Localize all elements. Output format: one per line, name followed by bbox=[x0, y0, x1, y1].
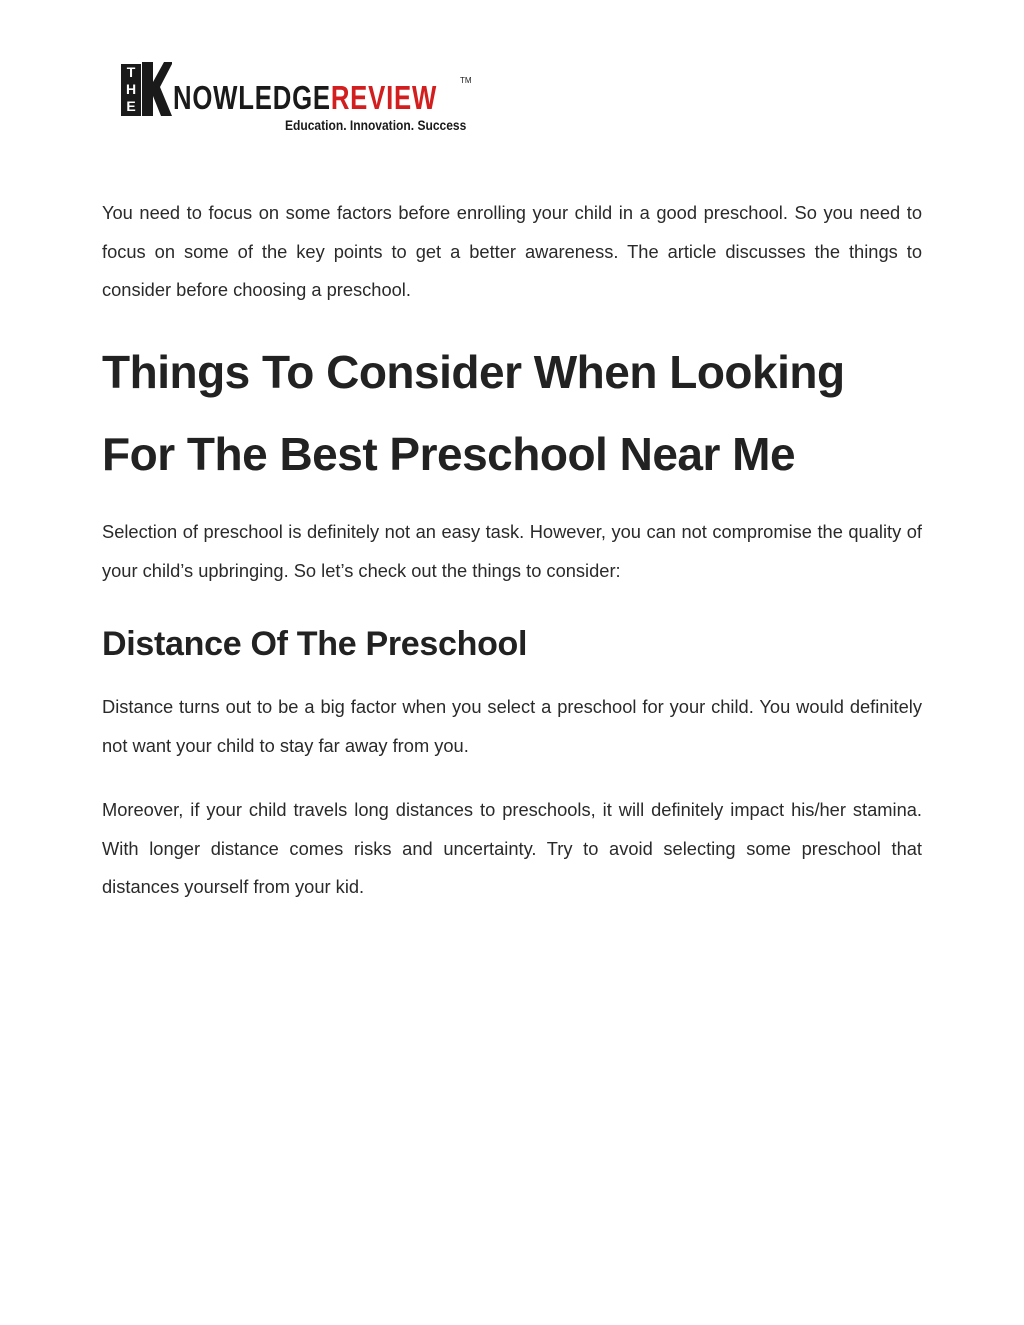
logo-word-review: REVIEW bbox=[330, 79, 438, 116]
knowledge-review-logo bbox=[121, 60, 481, 140]
section-title: Distance Of The Preschool bbox=[102, 625, 528, 663]
logo-k-icon bbox=[142, 60, 172, 118]
article-heading: Things To Consider When Looking For The Best Preschool Near Me bbox=[102, 346, 845, 480]
section-paragraph-1: Distance turns out to be a big factor when you select a preschool for your child. You would definitely not want your child to stay far away from you. bbox=[102, 696, 922, 756]
logo-trademark: TM bbox=[460, 76, 472, 85]
logo-tagline: Education. Innovation. Success bbox=[285, 117, 467, 133]
lead-paragraph: Selection of preschool is definitely not an easy task. However, you can not compromise the quality of your child’s upbringing. So let’s check out the things to consider: bbox=[102, 521, 922, 581]
logo-word-knowledge: NOWLEDGE bbox=[173, 79, 331, 116]
logo-the-letter: E bbox=[126, 98, 136, 114]
intro-paragraph: You need to focus on some factors before enrolling your child in a good preschool. So you need to focus on some of the key points to get a better awareness. The article discusses the things to consider before choosing a preschool. bbox=[102, 202, 922, 301]
logo-the-block bbox=[121, 64, 141, 116]
logo-wordmark bbox=[173, 80, 437, 116]
logo-the-letter: H bbox=[125, 81, 137, 97]
section-paragraph-2: Moreover, if your child travels long distances to preschools, it will definitely impact his/her stamina. With longer distance comes risks and uncertainty. Try to avoid selecting some preschool that distances yourself from your kid. bbox=[102, 799, 922, 898]
logo-the-letter: T bbox=[126, 64, 136, 80]
